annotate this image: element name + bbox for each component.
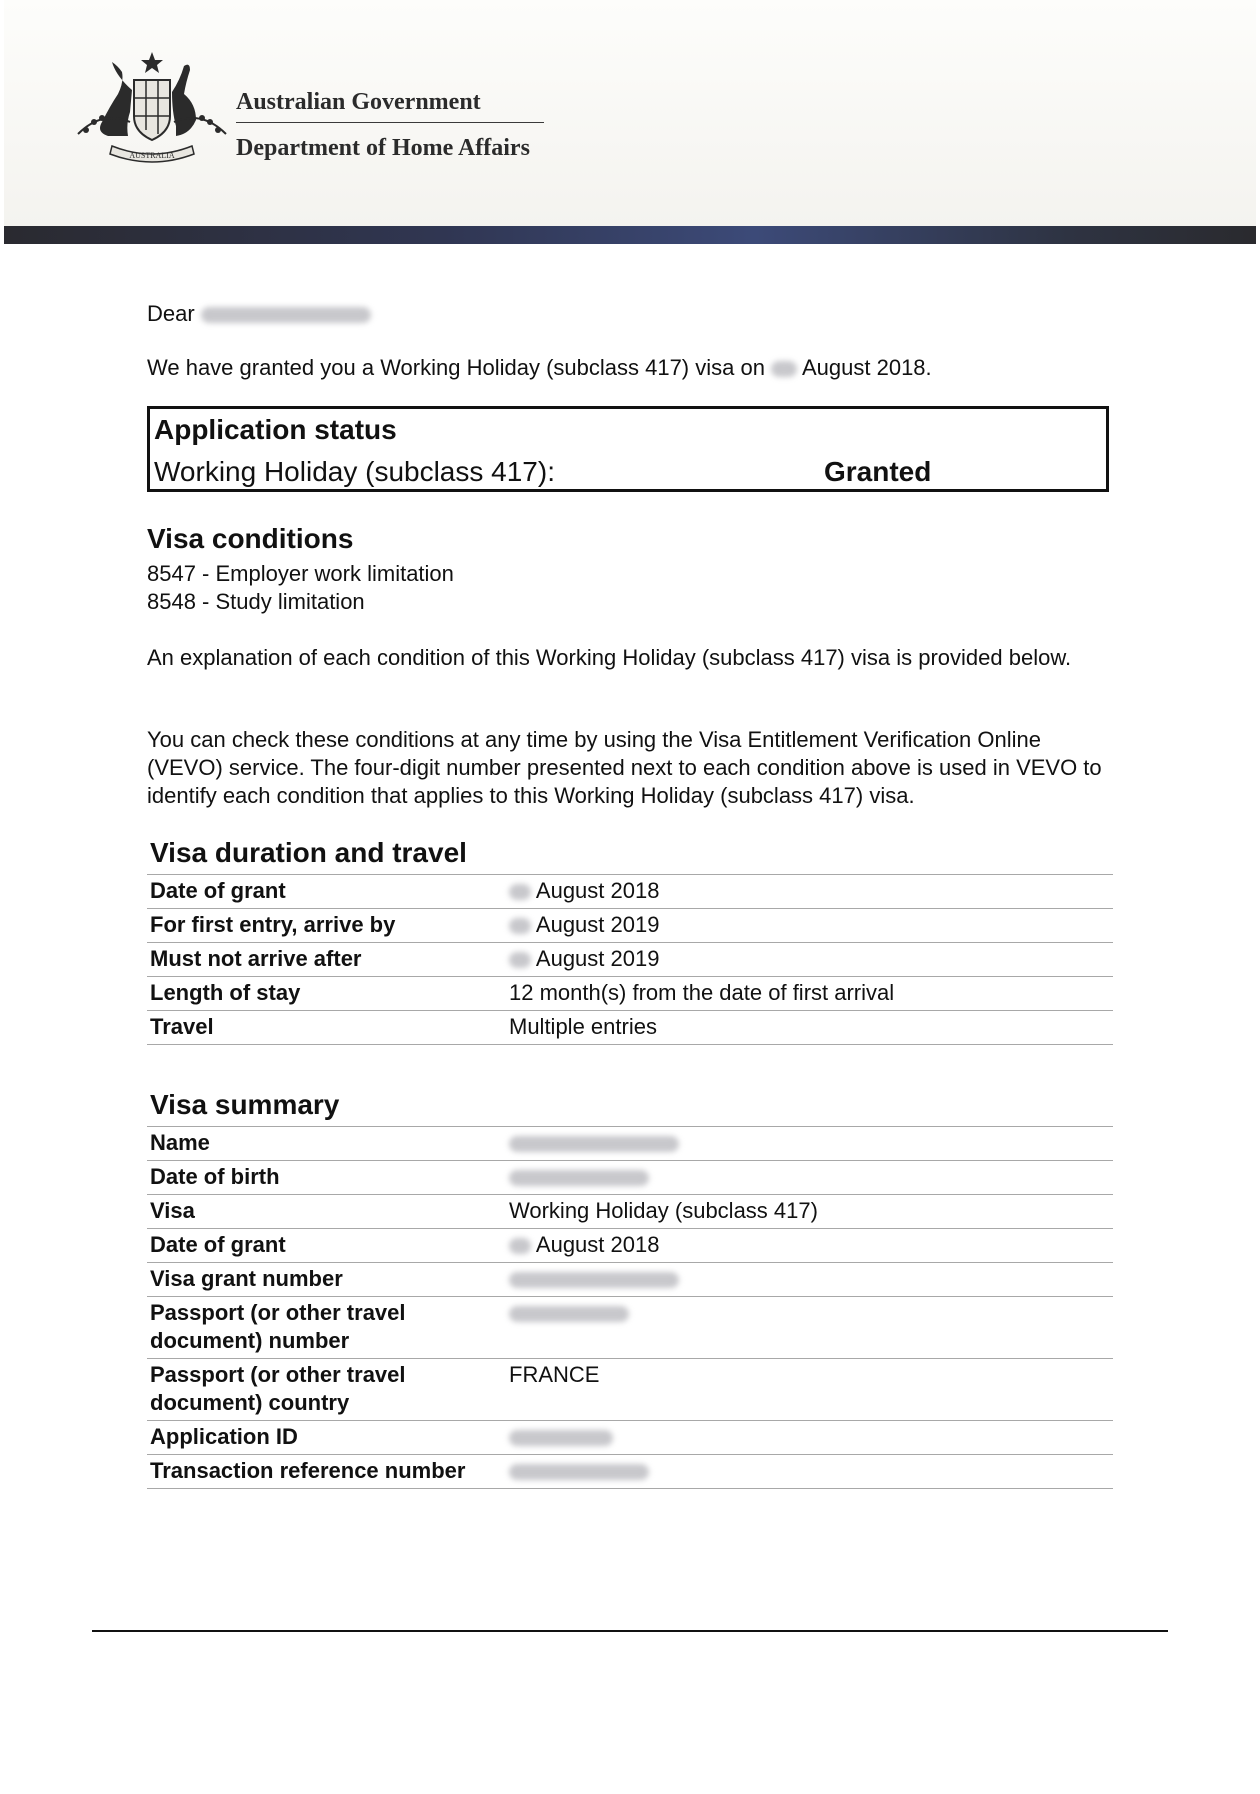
status-value: Granted <box>824 456 932 487</box>
crest-ribbon-text: AUSTRALIA <box>129 151 175 160</box>
org-divider <box>236 122 544 123</box>
redacted-day <box>509 952 531 968</box>
visa-summary-section <box>147 1088 1113 1489</box>
row-value: FRANCE <box>505 1359 1113 1421</box>
table-row <box>147 1297 1113 1359</box>
redacted-value <box>509 1136 679 1152</box>
row-value <box>505 1161 1113 1195</box>
row-value: 12 month(s) from the date of first arrival <box>505 977 1113 1011</box>
redacted-name <box>201 307 371 323</box>
org-name: Australian Government <box>236 89 481 115</box>
table-row <box>147 1263 1113 1297</box>
redacted-day <box>509 884 531 900</box>
row-label: Application ID <box>147 1421 505 1455</box>
footer-divider <box>92 1630 1168 1632</box>
vevo-paragraph: You can check these conditions at any time by using the Visa Entitlement Verification Online (VEVO) service. The four-digit number presented next to each condition above is used in VEVO to identify each condition that applies to this Working Holiday (subclass 417) visa. <box>147 727 1102 808</box>
condition-item: 8548 - Study limitation <box>147 589 365 614</box>
redacted-value <box>509 1306 629 1322</box>
redacted-value <box>509 1464 649 1480</box>
visa-duration-table <box>147 874 1113 1045</box>
row-label: Date of grant <box>147 1229 505 1263</box>
visa-duration-title: Visa duration and travel <box>150 837 467 868</box>
table-row <box>147 1195 1113 1229</box>
visa-conditions-list <box>147 560 454 616</box>
conditions-explanation: An explanation of each condition of this Working Holiday (subclass 417) visa is provided below. <box>147 645 1072 670</box>
application-status-box <box>147 406 1109 492</box>
redacted-value <box>509 1170 649 1186</box>
table-row <box>147 1359 1113 1421</box>
condition-item: 8547 - Employer work limitation <box>147 561 454 586</box>
row-value <box>505 1297 1113 1359</box>
letterhead <box>4 0 1256 228</box>
row-label: Date of grant <box>147 875 505 909</box>
row-value: Working Holiday (subclass 417) <box>505 1195 1113 1229</box>
status-title: Application status <box>154 414 397 445</box>
table-row <box>147 1421 1113 1455</box>
table-row <box>147 909 1113 943</box>
row-value: August 2019 <box>505 909 1113 943</box>
row-label: Length of stay <box>147 977 505 1011</box>
status-label: Working Holiday (subclass 417): <box>154 456 555 487</box>
row-value: August 2019 <box>505 943 1113 977</box>
row-value <box>505 1455 1113 1489</box>
header-band <box>4 226 1256 244</box>
redacted-day <box>771 361 797 377</box>
redacted-value <box>509 1272 679 1288</box>
table-row <box>147 1229 1113 1263</box>
row-label: Visa grant number <box>147 1263 505 1297</box>
row-value <box>505 1263 1113 1297</box>
table-row <box>147 1161 1113 1195</box>
table-row <box>147 1455 1113 1489</box>
row-label: Transaction reference number <box>147 1455 505 1489</box>
visa-conditions-title: Visa conditions <box>147 523 354 554</box>
row-value: August 2018 <box>505 1229 1113 1263</box>
department-name: Department of Home Affairs <box>236 135 530 161</box>
redacted-day <box>509 918 531 934</box>
salutation: Dear <box>147 300 371 328</box>
row-value <box>505 1127 1113 1161</box>
row-value: Multiple entries <box>505 1011 1113 1045</box>
table-row <box>147 1127 1113 1161</box>
visa-summary-title: Visa summary <box>150 1089 340 1120</box>
row-label: Visa <box>147 1195 505 1229</box>
row-label: Passport (or other travel document) country <box>147 1359 505 1421</box>
row-value: August 2018 <box>505 875 1113 909</box>
row-label: Must not arrive after <box>147 943 505 977</box>
visa-summary-table <box>147 1126 1113 1489</box>
table-row <box>147 943 1113 977</box>
redacted-day <box>509 1238 531 1254</box>
row-label: Travel <box>147 1011 505 1045</box>
visa-duration-section <box>147 836 1113 1045</box>
table-row <box>147 875 1113 909</box>
redacted-value <box>509 1430 613 1446</box>
row-label: For first entry, arrive by <box>147 909 505 943</box>
row-label: Date of birth <box>147 1161 505 1195</box>
commonwealth-coat-of-arms-icon <box>72 50 232 168</box>
row-value <box>505 1421 1113 1455</box>
row-label: Passport (or other travel document) number <box>147 1297 505 1359</box>
row-label: Name <box>147 1127 505 1161</box>
table-row <box>147 977 1113 1011</box>
grant-sentence: We have granted you a Working Holiday (subclass 417) visa on August 2018. <box>147 355 932 380</box>
table-row <box>147 1011 1113 1045</box>
